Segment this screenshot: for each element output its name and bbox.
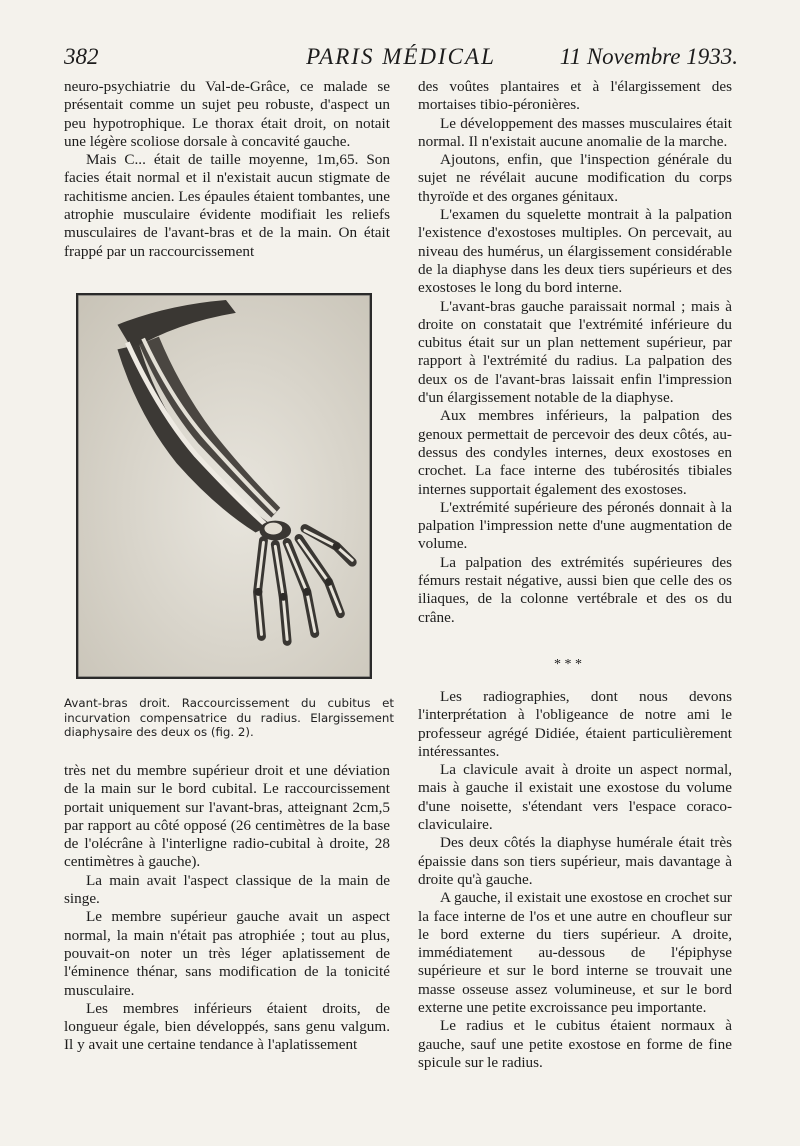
right-column-bottom xyxy=(418,688,732,1072)
page-number: 382 xyxy=(64,44,99,69)
paragraph: La palpation des extrémités supérieures des fémurs restait négative, aussi bien que celle des os iliaques, de la colonne vertébrale et des os du crâne. xyxy=(418,553,732,626)
paragraph: La main avait l'aspect classique de la main de singe. xyxy=(64,871,390,908)
paragraph: Le membre supérieur gauche avait un aspect normal, la main n'était pas atrophiée ; tout au plus, pouvait-on noter un très léger aplatissement de l'éminence thénar, sans modification de la tonicité musculaire. xyxy=(64,908,390,999)
paragraph: Le radius et le cubitus étaient normaux à gauche, sauf une petite exostose en forme de fine spicule sur le radius. xyxy=(418,1017,732,1071)
paragraph: A gauche, il existait une exostose en crochet sur la face interne de l'os et une autre en choufleur sur le bord externe du tiers supérieur. A droite, immédiatement au-dessous de l'épiphyse supérieure et sur le bord interne se trouvait une masse osseuse assez volumineuse, et sur le bord externe une petite excroissance peu importante. xyxy=(418,889,732,1017)
issue-date: 11 Novembre 1933. xyxy=(559,44,738,69)
paragraph: L'extrémité supérieure des péronés donnait à la palpation l'impression nette d'une augmentation de volume. xyxy=(418,498,732,553)
xray-figure xyxy=(76,293,372,679)
paragraph: L'examen du squelette montrait à la palpation l'existence d'exostoses multiples. On percevait, au niveau des humérus, un élargissement considérable de la diaphyse dans les deux tiers supérieurs et des exostoses le long du bord interne. xyxy=(418,206,732,297)
paragraph: Ajoutons, enfin, que l'inspection générale du sujet ne révélait aucune modification du corps thyroïde et des organes génitaux. xyxy=(418,151,732,205)
paragraph: Des deux côtés la diaphyse humérale était très épaissie dans son tiers supérieur, mais davantage à droite qu'à gauche. xyxy=(418,834,732,888)
paragraph: Les membres inférieurs étaient droits, de longueur égale, bien développés, sans genu valgum. Il y avait une certaine tendance à l'aplatissement xyxy=(64,999,390,1054)
forearm-xray-image xyxy=(78,295,370,677)
left-column-top xyxy=(64,78,390,261)
paragraph: très net du membre supérieur droit et une déviation de la main sur le bord cubital. Le raccourcissement portait uniquement sur l'avant-bras, atteignant 2cm,5 par rapport au côté opposé (26 centimètres de la base de l'olécrâne à l'interligne radio-cubital à droite, 28 centimètres à gauche). xyxy=(64,762,390,871)
left-column-bottom xyxy=(64,762,390,1055)
section-separator: * * * xyxy=(554,657,582,672)
paragraph: Le développement des masses musculaires était normal. Il n'existait aucune anomalie de la marche. xyxy=(418,114,732,150)
paragraph: des voûtes plantaires et à l'élargissement des mortaises tibio-péronières. xyxy=(418,78,732,114)
figure-caption: Avant-bras droit. Raccourcissement du cubitus et incurvation compensatrice du radius. Elargissement diaphysaire des deux os (fig. 2). xyxy=(64,696,394,739)
paragraph: La clavicule avait à droite un aspect normal, mais à gauche il existait une exostose du volume d'une noisette, s'étendant vers l'espace coraco-claviculaire. xyxy=(418,761,732,834)
paragraph: neuro-psychiatrie du Val-de-Grâce, ce malade se présentait comme un sujet peu robuste, d'aspect un peu hypotrophique. Le thorax était droit, on notait une légère scoliose dorsale à concavité gauche. xyxy=(64,78,390,150)
journal-title: PARIS MÉDICAL xyxy=(306,44,496,69)
paragraph: Les radiographies, dont nous devons l'interprétation à l'obligeance de notre ami le professeur agrégé Didiée, étaient particulièrement intéressantes. xyxy=(418,688,732,760)
paragraph: Aux membres inférieurs, la palpation des genoux permettait de percevoir des deux côtés, au-dessus des condyles internes, deux exostoses en crochet. La face interne des tubérosités tibiales internes supportait également des exostoses. xyxy=(418,407,732,498)
right-column-top xyxy=(418,78,732,627)
paragraph: Mais C... était de taille moyenne, 1m,65. Son facies était normal et il n'existait aucun stigmate de rachitisme ancien. Les épaules étaient tombantes, une atrophie musculaire évidente modifiait les reliefs musculaires de l'avant-bras et de la main. On était frappé par un raccourcissement xyxy=(64,151,390,260)
paragraph: L'avant-bras gauche paraissait normal ; mais à droite on constatait que l'extrémité inférieure du cubitus était sur un plan nettement supérieur, par rapport à l'extrémité du radius. La palpation des deux os de l'avant-bras laissait enfin l'impression d'un élargissement notable de la diaphyse. xyxy=(418,297,732,407)
page-header xyxy=(64,44,738,74)
